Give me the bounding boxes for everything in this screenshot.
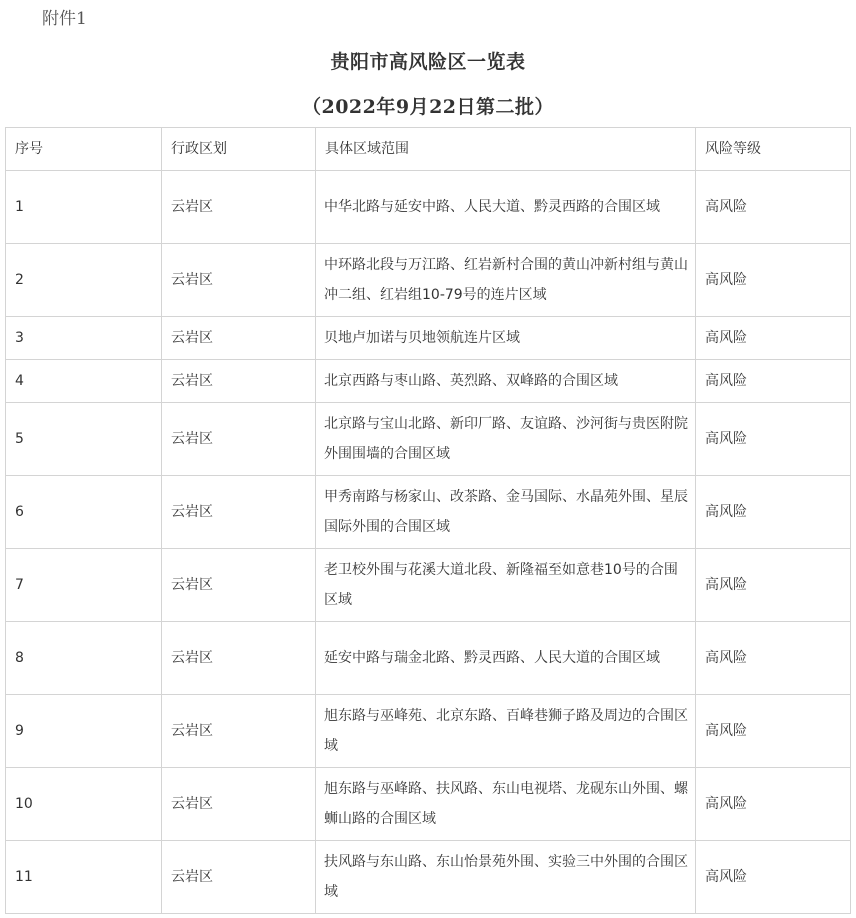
row-no: 11 (6, 841, 162, 914)
row-area: 延安中路与瑞金北路、黔灵西路、人民大道的合围区域 (316, 622, 696, 695)
table-row (6, 317, 851, 360)
page-subtitle: （2022年9月22日第二批） (301, 96, 555, 118)
row-area: 贝地卢加诺与贝地领航连片区域 (316, 317, 696, 360)
row-level: 高风险 (696, 244, 851, 317)
row-level: 高风险 (696, 360, 851, 403)
row-district: 云岩区 (162, 317, 316, 360)
row-no: 6 (6, 476, 162, 549)
table-header-row (6, 128, 851, 171)
risk-area-table (5, 127, 851, 914)
table-row (6, 244, 851, 317)
row-no: 9 (6, 695, 162, 768)
table-row (6, 768, 851, 841)
row-level: 高风险 (696, 622, 851, 695)
row-district: 云岩区 (162, 768, 316, 841)
row-district: 云岩区 (162, 244, 316, 317)
row-district: 云岩区 (162, 171, 316, 244)
row-district: 云岩区 (162, 622, 316, 695)
row-level: 高风险 (696, 171, 851, 244)
row-no: 5 (6, 403, 162, 476)
row-no: 3 (6, 317, 162, 360)
table-row (6, 171, 851, 244)
row-no: 10 (6, 768, 162, 841)
row-level: 高风险 (696, 549, 851, 622)
row-no: 1 (6, 171, 162, 244)
header-no: 序号 (6, 128, 162, 171)
header-district: 行政区划 (162, 128, 316, 171)
row-area: 中华北路与延安中路、人民大道、黔灵西路的合围区域 (316, 171, 696, 244)
table-row (6, 622, 851, 695)
table-row (6, 360, 851, 403)
row-level: 高风险 (696, 403, 851, 476)
row-level: 高风险 (696, 841, 851, 914)
header-level: 风险等级 (696, 128, 851, 171)
row-district: 云岩区 (162, 549, 316, 622)
table-row (6, 403, 851, 476)
row-district: 云岩区 (162, 476, 316, 549)
row-area: 北京路与宝山北路、新印厂路、友谊路、沙河街与贵医附院外围围墙的合围区域 (316, 403, 696, 476)
table-row (6, 549, 851, 622)
table-row (6, 841, 851, 914)
row-area: 旭东路与巫峰苑、北京东路、百峰巷狮子路及周边的合围区域 (316, 695, 696, 768)
row-area: 北京西路与枣山路、英烈路、双峰路的合围区域 (316, 360, 696, 403)
row-area: 中环路北段与万江路、红岩新村合围的黄山冲新村组与黄山冲二组、红岩组10-79号的连片区域 (316, 244, 696, 317)
header-area: 具体区域范围 (316, 128, 696, 171)
row-no: 8 (6, 622, 162, 695)
row-district: 云岩区 (162, 360, 316, 403)
row-district: 云岩区 (162, 841, 316, 914)
row-area: 旭东路与巫峰路、扶风路、东山电视塔、龙砚东山外围、螺蛳山路的合围区域 (316, 768, 696, 841)
table-row (6, 695, 851, 768)
row-district: 云岩区 (162, 695, 316, 768)
row-no: 2 (6, 244, 162, 317)
row-no: 4 (6, 360, 162, 403)
row-level: 高风险 (696, 476, 851, 549)
table-row (6, 476, 851, 549)
row-area: 甲秀南路与杨家山、改茶路、金马国际、水晶苑外围、星辰国际外围的合围区域 (316, 476, 696, 549)
row-area: 老卫校外围与花溪大道北段、新隆福至如意巷10号的合围区域 (316, 549, 696, 622)
row-no: 7 (6, 549, 162, 622)
page-title: 贵阳市高风险区一览表 (330, 51, 526, 73)
row-area: 扶风路与东山路、东山怡景苑外围、实验三中外围的合围区域 (316, 841, 696, 914)
attachment-label: 附件1 (42, 9, 87, 29)
row-district: 云岩区 (162, 403, 316, 476)
row-level: 高风险 (696, 317, 851, 360)
row-level: 高风险 (696, 768, 851, 841)
row-level: 高风险 (696, 695, 851, 768)
